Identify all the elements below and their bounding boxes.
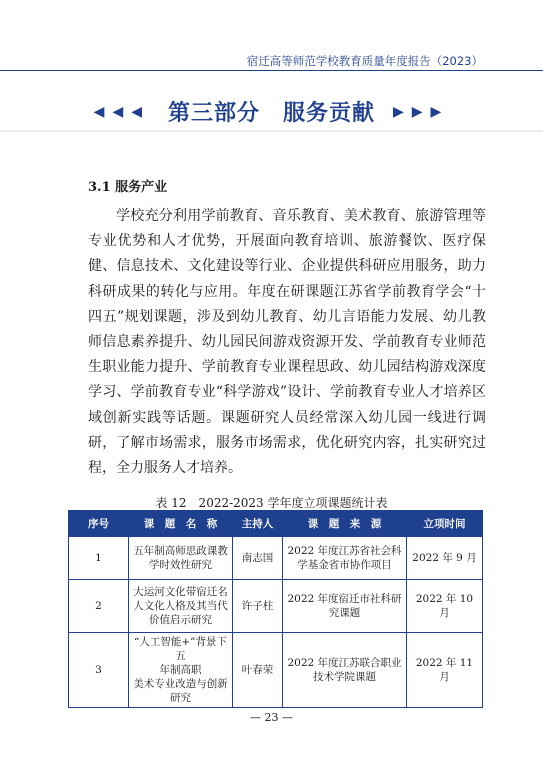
table-cell: 1 <box>69 537 129 580</box>
page-number: — 23 — <box>250 711 293 724</box>
table-cell: 2022 年度宿迁市社科研 究课题 <box>283 580 407 633</box>
left-arrows-icon: ◀◀◀ <box>93 103 150 120</box>
chapter-divider <box>0 130 543 132</box>
table-cell: 许子柱 <box>233 580 283 633</box>
chapter-banner <box>0 96 543 127</box>
table-row <box>69 633 483 708</box>
table-caption: 表 12 2022-2023 学年度立项课题统计表 <box>155 496 388 510</box>
table-cell: 2022 年 9 月 <box>407 537 483 580</box>
table-cell: 南志国 <box>233 537 283 580</box>
table-cell: 叶春荣 <box>233 633 283 708</box>
body-paragraph: 学校充分利用学前教育、音乐教育、美术教育、旅游管理等专业优势和人才优势，开展面向教育培训、旅游餐饮、医疗保健、信息技术、文化建设等行业、企业提供科研应用服务，助力科研成果的转化与应用。年度在研课题江苏省学前教育学会“十四五”规划课题，涉及到幼儿教育、幼儿言语能力发展、幼儿教师信息素养提升、幼儿园民间游戏资源开发、学前教育专业师范生职业能力提升、学前教育专业课程思政、幼儿园结构游戏深度学习、学前教育专业“科学游戏”设计、学前教育专业人才培养区域创新实践等话题。课题研究人员经常深入幼儿园一线进行调研，了解市场需求，服务市场需求，优化研究内容，扎实研究过程，全力服务人才培养。 <box>88 208 486 477</box>
chapter-title: 第三部分 服务贡献 <box>167 100 375 126</box>
table-cell: 3 <box>69 633 129 708</box>
header-divider <box>0 70 543 71</box>
table-header-row <box>69 511 483 537</box>
table-row <box>69 580 483 633</box>
table-cell: 2022 年 10 月 <box>407 580 483 633</box>
table-cell: 大运河文化带宿迁名 人文化人格及其当代 价值启示研究 <box>129 580 233 633</box>
right-arrows-icon: ▶▶▶ <box>393 103 450 120</box>
header-cell: 课 题 名 称 <box>129 511 233 537</box>
report-header-title: 宿迁高等师范学校教育质量年度报告（2023） <box>246 54 483 68</box>
section-heading: 3.1 服务产业 <box>88 180 168 195</box>
header-cell: 立项时间 <box>407 511 483 537</box>
header-cell: 序号 <box>69 511 129 537</box>
table-cell: 2022 年度江苏省社会科 学基金省市协作项目 <box>283 537 407 580</box>
table-cell: 2 <box>69 580 129 633</box>
table-cell: “人工智能+”背景下五 年制高职 美术专业改造与创新 研究 <box>129 633 233 708</box>
header-cell: 主持人 <box>233 511 283 537</box>
table-cell: 五年制高师思政课教 学时效性研究 <box>129 537 233 580</box>
table-cell: 2022 年度江苏联合职业 技术学院课题 <box>283 633 407 708</box>
projects-table <box>68 510 483 708</box>
table-row <box>69 537 483 580</box>
table-cell: 2022 年 11 月 <box>407 633 483 708</box>
header-cell: 课 题 来 源 <box>283 511 407 537</box>
